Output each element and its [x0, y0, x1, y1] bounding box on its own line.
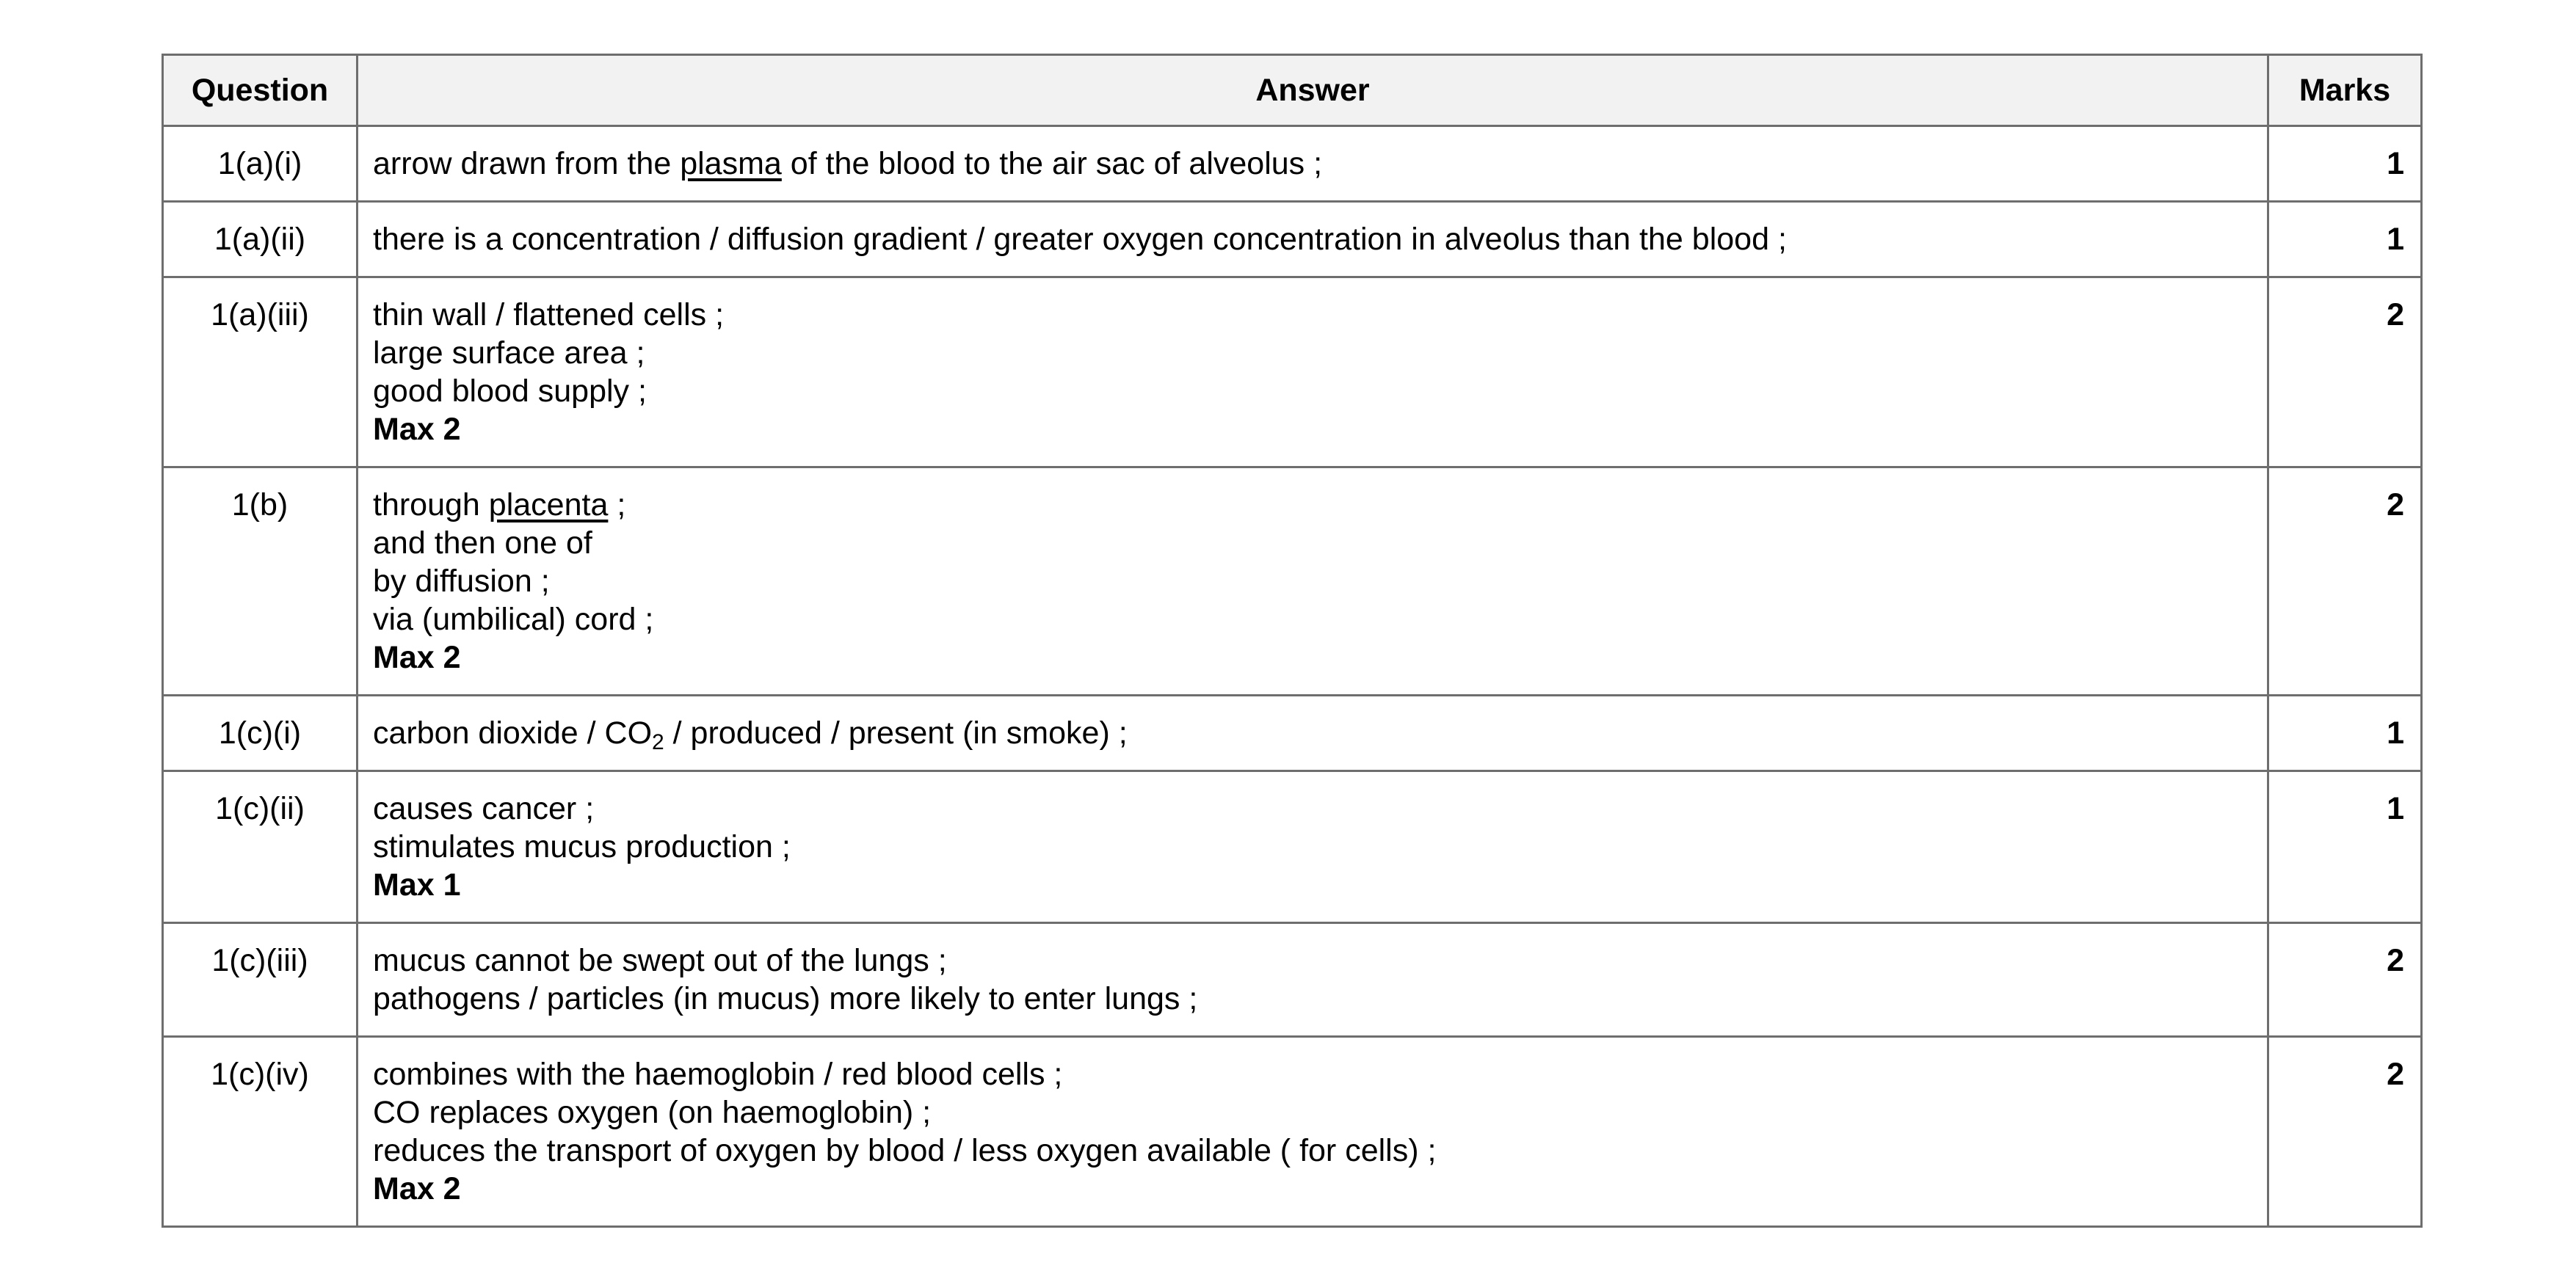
answer-text: of the blood to the air sac of alveolus ; — [781, 146, 1323, 181]
answer-cell — [358, 923, 2268, 1037]
answer-line: CO replaces oxygen (on haemoglobin) ; — [373, 1095, 932, 1130]
answer-line: mucus cannot be swept out of the lungs ; — [373, 943, 947, 978]
table-row — [163, 202, 2422, 277]
max-marks-note: Max 2 — [373, 640, 461, 675]
answer-cell — [358, 277, 2268, 467]
answer-line: and then one of — [373, 525, 592, 561]
marks-value: 1 — [2268, 202, 2422, 277]
table-row — [163, 696, 2422, 771]
marks-column-header: Marks — [2268, 55, 2422, 126]
answer-column-header: Answer — [358, 55, 2268, 126]
table-row — [163, 126, 2422, 202]
answer-line: good blood supply ; — [373, 374, 647, 409]
answer-text: carbon dioxide / CO — [373, 715, 653, 751]
question-number: 1(c)(iv) — [163, 1037, 358, 1227]
question-number: 1(c)(ii) — [163, 771, 358, 923]
answer-text: through — [373, 487, 489, 522]
max-marks-note: Max 2 — [373, 412, 461, 447]
answer-line: pathogens / particles (in mucus) more likely to enter lungs ; — [373, 981, 1198, 1016]
answer-line: thin wall / flattened cells ; — [373, 297, 725, 332]
header-row — [163, 55, 2422, 126]
marks-value: 2 — [2268, 277, 2422, 467]
marks-value: 2 — [2268, 923, 2422, 1037]
answer-line: there is a concentration / diffusion gradient / greater oxygen concentration in alveolus than the blood ; — [373, 222, 1787, 257]
answer-cell — [358, 771, 2268, 923]
answer-cell — [358, 696, 2268, 771]
table-row — [163, 277, 2422, 467]
table-row — [163, 771, 2422, 923]
question-number: 1(a)(iii) — [163, 277, 358, 467]
answer-line: stimulates mucus production ; — [373, 829, 791, 864]
answer-text: / produced / present (in smoke) ; — [664, 715, 1128, 751]
question-number: 1(a)(ii) — [163, 202, 358, 277]
question-number: 1(c)(i) — [163, 696, 358, 771]
answer-line: large surface area ; — [373, 335, 645, 371]
answer-line: via (umbilical) cord ; — [373, 602, 654, 637]
mark-scheme-table — [162, 54, 2423, 1228]
answer-cell — [358, 202, 2268, 277]
marks-value: 1 — [2268, 696, 2422, 771]
answer-line: causes cancer ; — [373, 791, 595, 826]
answer-text: arrow drawn from the — [373, 146, 681, 181]
answer-cell — [358, 467, 2268, 696]
answer-cell — [358, 126, 2268, 202]
answer-cell — [358, 1037, 2268, 1227]
key-term: placenta — [488, 487, 609, 522]
question-number: 1(c)(iii) — [163, 923, 358, 1037]
table-row — [163, 467, 2422, 696]
max-marks-note: Max 2 — [373, 1171, 461, 1206]
question-number: 1(a)(i) — [163, 126, 358, 202]
marks-value: 2 — [2268, 1037, 2422, 1227]
marks-value: 2 — [2268, 467, 2422, 696]
marks-value: 1 — [2268, 126, 2422, 202]
answer-line: reduces the transport of oxygen by blood / less oxygen available ( for cells) ; — [373, 1133, 1437, 1168]
table-row — [163, 923, 2422, 1037]
max-marks-note: Max 1 — [373, 867, 461, 903]
key-term: plasma — [680, 146, 782, 181]
table-row — [163, 1037, 2422, 1227]
answer-line — [373, 486, 2252, 524]
table-body — [163, 126, 2422, 1227]
answer-line: combines with the haemoglobin / red blood cells ; — [373, 1057, 1063, 1092]
answer-line — [373, 145, 2252, 183]
answer-text: ; — [608, 487, 626, 522]
answer-line: by diffusion ; — [373, 564, 550, 599]
answer-line — [373, 714, 2252, 752]
marks-value: 1 — [2268, 771, 2422, 923]
question-number: 1(b) — [163, 467, 358, 696]
subscript: 2 — [652, 730, 664, 754]
question-column-header: Question — [163, 55, 358, 126]
